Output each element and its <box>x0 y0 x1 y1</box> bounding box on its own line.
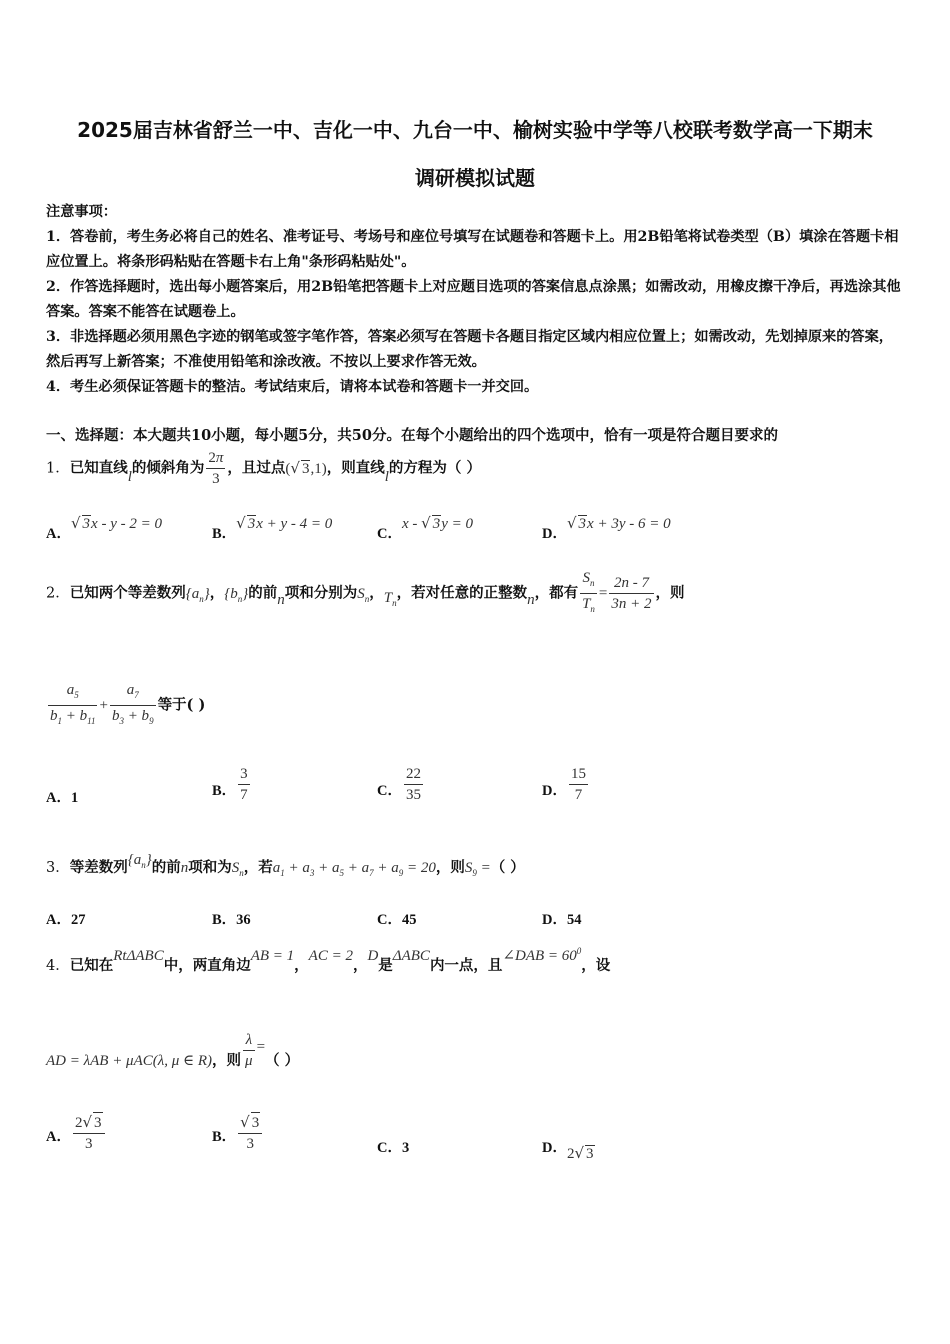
math: √ 3x + 3y - 6 = 0 <box>566 514 671 532</box>
q-text: ， <box>209 584 225 602</box>
math-fraction: $\frac{S_n}{T_n}$ <box>582 570 595 614</box>
math: AB = 1 <box>250 948 295 964</box>
q4-option-c[interactable]: C．3 <box>377 1140 410 1156</box>
math-fraction: $\frac{a_5}{b_1 + b_{11}}$ <box>50 682 96 726</box>
q-text: 项和分别为 <box>284 584 358 602</box>
q4-option-b[interactable]: B． $\frac{√ 3}{3}$ <box>212 1112 264 1154</box>
notes-item-2: 2．作答选择题时，选出每小题答案后，用2B铅笔把答题卡上对应题目选项的答案信息点涂黑；如需改动，用橡皮擦干净后，再选涂其他答案。答案不能答在试题卷上。 <box>46 279 901 320</box>
q4-option-d[interactable]: D．2√ 3 <box>542 1140 594 1162</box>
math: (√ 3,1) <box>285 458 327 477</box>
math: n <box>277 591 285 608</box>
math-fraction: $\frac{2√ 3}{3}$ <box>73 1112 105 1154</box>
question-3 <box>46 852 525 878</box>
math: $S_n$ <box>231 860 244 878</box>
math: n <box>180 860 189 876</box>
math: $\{b_n\}$ <box>224 585 249 604</box>
q-text: ，且过点 <box>227 459 286 477</box>
exam-title-line2: 调研模拟试题 <box>415 166 535 190</box>
notes-item-4: 4．考生必须保证答题卡的整洁。考试结束后，请将本试卷和答题卡一并交回。 <box>46 379 539 395</box>
q3-option-c[interactable]: C．45 <box>377 912 417 928</box>
q-text: ，若对任意的正整数 <box>396 584 528 602</box>
question-2-expression <box>46 680 205 731</box>
q-text: 等于( ) <box>157 696 206 714</box>
notes-item-1: 1．答卷前，考生务必将自己的姓名、准考证号、考场号和座位号填写在试题卷和答题卡上。用2B铅笔将试卷类型（B）填涂在答题卡相应位置上。将条形码粘贴在答题卡右上角"条形码粘贴处"。 <box>46 229 899 270</box>
exam-title-line1: 2025届吉林省舒兰一中、吉化一中、九台一中、榆树实验中学等八校联考数学高一下期末 <box>77 118 873 142</box>
math: = <box>598 585 608 602</box>
q2-option-b[interactable]: B． $\frac{3}{7}$ <box>212 766 248 803</box>
math-fraction: $\frac{\lambda}{\mu}$ <box>245 1032 253 1069</box>
q-text: 是 <box>378 957 393 974</box>
q1-option-a[interactable]: A．√ 3x - y - 2 = 0 <box>46 514 162 542</box>
math: $a_1 + a_3 + a_5 + a_7 + a_9 = 20$ <box>272 860 436 878</box>
math: AC = 2 <box>308 948 353 964</box>
math: x - √ 3y = 0 <box>401 514 473 532</box>
q-text: 的倾斜角为 <box>131 459 205 477</box>
q-text: ，则 <box>212 1051 242 1069</box>
math: 2√ 3 <box>566 1144 594 1162</box>
notes-item-3: 3．非选择题必须用黑色字迹的钢笔或签字笔作答，答案必须写在答题卡各题目指定区域内相应位置上；如需改动，先划掉原来的答案，然后再写上新答案；不准使用铅笔和涂改液。不按以上要求作答无效。 <box>46 329 893 370</box>
q3-option-a[interactable]: A．27 <box>46 912 86 928</box>
q1-option-c[interactable]: C．x - √ 3y = 0 <box>377 514 473 542</box>
math-fraction: $\frac{15}{7}$ <box>570 766 586 803</box>
q-text: ，则 <box>655 584 685 602</box>
math-fraction: $\frac{2n - 7}{3n + 2}$ <box>611 575 652 612</box>
q-text: 的前 <box>248 584 278 602</box>
question-4-expression <box>46 1030 299 1071</box>
math: ΔABC <box>392 948 430 964</box>
math: + <box>99 697 108 714</box>
q-text: 内一点，且 <box>429 957 503 974</box>
math-fraction: $\frac{3}{7}$ <box>240 766 248 803</box>
question-1 <box>46 448 481 489</box>
section-heading: 一、选择题：本大题共10小题，每小题5分，共50分。在每个小题给出的四个选项中，恰有一项是符合题目要求的 <box>46 427 778 444</box>
q-text: ， <box>352 957 368 974</box>
q-text: 已知直线 <box>69 459 128 477</box>
q2-option-a[interactable]: A．1 <box>46 790 79 806</box>
question-number: 2． <box>46 585 70 602</box>
math: $T_n$ <box>383 589 397 608</box>
q3-option-b[interactable]: B．36 <box>212 912 251 928</box>
math-fraction: $\frac{2\pi}{3}$ <box>208 450 224 487</box>
math-fraction: $\frac{a_7}{b_3 + b_9}$ <box>111 682 154 726</box>
q-text: ，都有 <box>534 584 579 602</box>
math: D <box>367 948 379 964</box>
math: √ 3x - y - 2 = 0 <box>70 514 162 532</box>
math: = <box>256 1038 266 1055</box>
q-text: ，则 <box>435 859 465 876</box>
q2-option-c[interactable]: C． $\frac{22}{35}$ <box>377 766 421 803</box>
q-text: 项和为 <box>188 859 232 876</box>
q-text: （ ） <box>265 1051 300 1069</box>
math: ∠DAB = $60^0$ <box>502 946 582 964</box>
q-text: 等差数列 <box>69 859 128 876</box>
q2-option-d[interactable]: D． $\frac{15}{7}$ <box>542 766 586 803</box>
q-text: 中，两直角边 <box>163 957 251 974</box>
math-fraction: $\frac{22}{35}$ <box>405 766 421 803</box>
q-text: ， <box>369 584 384 602</box>
question-2 <box>46 568 685 619</box>
question-number: 1． <box>46 460 70 477</box>
math: AD = λAB + μAC(λ, μ ∈ R) <box>46 1052 213 1069</box>
question-number: 3． <box>46 860 70 876</box>
q3-option-d[interactable]: D．54 <box>542 912 582 928</box>
notes-block <box>46 200 906 400</box>
math: n <box>527 591 535 608</box>
question-number: 4． <box>46 958 70 974</box>
question-4 <box>46 944 611 974</box>
math-fraction: $\frac{√ 3}{3}$ <box>238 1112 262 1154</box>
q-text: （ ） <box>490 859 525 876</box>
math: √ 3x + y - 4 = 0 <box>236 514 333 532</box>
q-text: ， <box>294 957 309 974</box>
math: $\{a_n\}$ <box>127 852 152 870</box>
q-text: 的前 <box>151 859 181 876</box>
notes-heading: 注意事项： <box>46 204 117 220</box>
q-text: 已知两个等差数列 <box>69 584 186 602</box>
math: $\{a_n\}$ <box>185 585 210 604</box>
math: RtΔABC <box>113 948 164 964</box>
q1-option-d[interactable]: D．√ 3x + 3y - 6 = 0 <box>542 514 671 542</box>
math: $S_n$ <box>357 585 370 604</box>
math: l <box>127 468 132 485</box>
q-text: 的方程为（ ） <box>388 459 481 477</box>
math: l <box>384 468 389 485</box>
math: $S_9$ = <box>464 860 491 878</box>
q-text: 已知在 <box>69 957 114 974</box>
q-text: ，则直线 <box>326 459 385 477</box>
q-text: ，设 <box>581 957 611 974</box>
q4-option-a[interactable]: A． $\frac{2√ 3}{3}$ <box>46 1112 107 1154</box>
q-text: ，若 <box>243 859 273 876</box>
q1-option-b[interactable]: B．√ 3x + y - 4 = 0 <box>212 514 333 542</box>
